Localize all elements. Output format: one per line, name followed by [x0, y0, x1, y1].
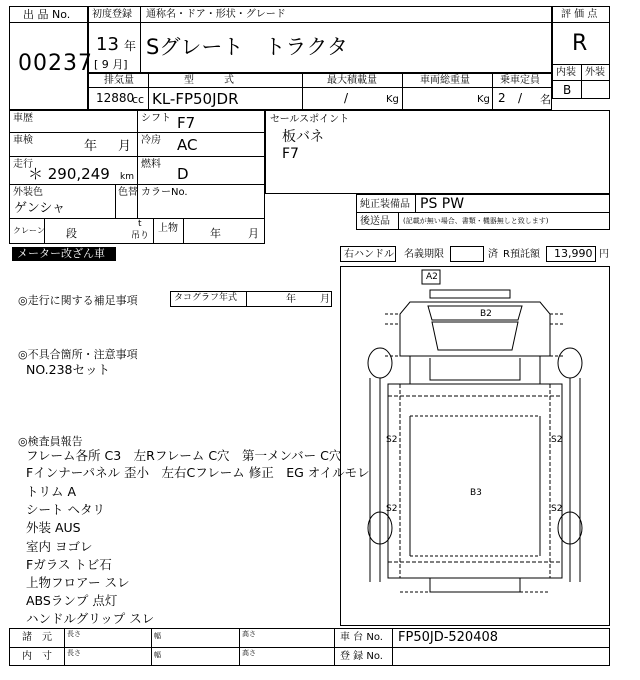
inspection-month-unit: 月: [118, 139, 132, 154]
defects-label: ◎不具合箇所・注意事項: [18, 348, 138, 361]
inspector-line: ABSランプ 点灯: [26, 593, 118, 608]
capacity-label: 乗車定員: [500, 75, 540, 86]
model-code: KL-FP50JDR: [152, 90, 239, 108]
aircon-value: AC: [177, 136, 198, 154]
tacho-year-unit: 年: [286, 294, 296, 305]
selling-point-2: F7: [282, 146, 299, 162]
length-label-2: 長さ: [67, 649, 81, 657]
inspector-label: ◎検査員報告: [18, 435, 83, 448]
fuel-value: D: [177, 165, 189, 183]
capacity-unit: 名: [540, 93, 551, 106]
grade-text: Sグレート トラクタ: [146, 35, 348, 59]
inspection-year-unit: 年: [84, 139, 98, 154]
inspector-line: Fインナーパネル 歪小 左右Cフレーム 修正 EG オイルモレ: [26, 465, 370, 480]
damage-label-b2: B2: [480, 309, 492, 319]
inspector-line: 外装 AUS: [26, 520, 81, 535]
recycle-deposit-label: R預託額: [503, 249, 540, 260]
max-load-label: 最大積載量: [327, 75, 377, 86]
inspection-label: 車検: [13, 135, 33, 146]
rating-label: 評 価 点: [561, 9, 598, 20]
type-label: 型 式: [184, 75, 234, 86]
inspector-line: Fガラス トビ石: [26, 557, 112, 572]
history-label: 車歴: [13, 113, 33, 124]
chassis-label: 車 台 No.: [340, 632, 383, 643]
interior-label: 内装: [556, 67, 576, 78]
displacement-unit: cc: [132, 93, 145, 106]
interior-dims-label: 内 寸: [22, 651, 52, 662]
shift-label: シフト: [141, 113, 171, 124]
displacement-value: 12880: [96, 91, 135, 105]
meter-tampered-text: メーター改ざん車: [17, 247, 105, 260]
width-label-2: 幅: [154, 651, 161, 659]
inspector-line: 室内 ヨゴレ: [26, 539, 93, 554]
recycle-label: 済: [488, 249, 498, 260]
selling-point-1: 板バネ: [282, 129, 324, 145]
height-label: 高さ: [242, 630, 256, 638]
fuel-label: 燃料: [141, 159, 161, 170]
color-change-label: 色替: [118, 187, 138, 198]
mileage-label: 走行: [13, 159, 33, 170]
length-label: 長さ: [67, 630, 81, 638]
inspector-line: ハンドルグリップ スレ: [26, 611, 155, 626]
reg-year: 13: [96, 34, 119, 55]
registration-label: 登 録 No.: [340, 651, 383, 662]
aftermarket-note: (記載が無い場合、書類・機器無しと致します): [403, 217, 549, 225]
width-label: 幅: [154, 632, 161, 640]
lot-number: 00237: [18, 51, 93, 76]
gross-weight-unit: Kg: [477, 94, 490, 105]
inspector-line: フレーム各所 C3 左Rフレーム C穴 第一メンバー C穴: [26, 448, 342, 463]
capacity-value: 2: [498, 91, 506, 105]
reg-year-unit: 年: [124, 39, 137, 53]
equipment-value: PS PW: [420, 196, 465, 212]
inspector-line: シート ヘタリ: [26, 502, 105, 517]
chassis-number: FP50JD-520408: [398, 630, 499, 645]
equipment-label: 純正装備品: [360, 199, 410, 210]
reg-month: [ 9 月]: [94, 58, 128, 71]
damage-label-b3: B3: [470, 488, 482, 498]
aftermarket-label: 後送品: [360, 216, 390, 227]
interior-value: B: [563, 83, 572, 97]
damage-label-s2-left-front: S2: [386, 435, 398, 445]
right-hand-label: 右ハンドル: [344, 249, 394, 260]
tacho-month-unit: 月: [320, 294, 330, 305]
upper-month-unit: 月: [248, 227, 259, 240]
color-code-label: カラーNo.: [141, 187, 188, 198]
truck-diagram: [340, 266, 610, 626]
exterior-label: 外装: [585, 67, 605, 78]
tacho-label: タコグラフ年式: [174, 293, 238, 303]
lot-label: 出 品 No.: [23, 8, 71, 21]
upper-year-unit: 年: [210, 227, 221, 240]
mileage-value: ＊ 290,249: [28, 165, 110, 183]
name-change-label: 名義期限: [404, 249, 444, 260]
damage-label-s2-right-front: S2: [551, 435, 563, 445]
crane-stage-unit: 段: [66, 227, 77, 240]
crane-ton-unit: t: [138, 219, 142, 229]
name-change-box: [450, 246, 484, 262]
crane-lift-label: 吊り: [131, 231, 150, 241]
mileage-unit: km: [120, 172, 134, 182]
damage-label-s2-left-rear: S2: [386, 504, 398, 514]
model-desc-label: 通称名・ドア・形状・グレード: [146, 9, 286, 20]
inspector-line: トリム A: [26, 484, 77, 499]
capacity-slash: /: [518, 91, 523, 105]
height-label-2: 高さ: [242, 649, 256, 657]
defect-item: NO.238セット: [26, 362, 111, 377]
inspector-line: 上物フロアー スレ: [26, 575, 130, 590]
crane-label: クレーン: [13, 226, 45, 235]
recycle-unit: 円: [599, 249, 609, 260]
selling-points-label: セールスポイント: [270, 114, 350, 125]
displacement-label: 排気量: [104, 75, 134, 86]
recycle-amount: 13,990: [554, 247, 593, 260]
color-label: 外装色: [13, 187, 43, 198]
shift-value: F7: [177, 114, 196, 132]
dims-label: 諸 元: [22, 632, 52, 643]
aircon-label: 冷房: [141, 135, 161, 146]
max-load-value: /: [344, 91, 349, 105]
upper-label: 上物: [158, 223, 178, 234]
damage-label-s2-right-rear: S2: [551, 504, 563, 514]
max-load-unit: Kg: [386, 94, 399, 105]
driving-notes-label: ◎走行に関する補足事項: [18, 294, 138, 307]
first-reg-label: 初度登録: [92, 9, 132, 20]
damage-label-a2: A2: [426, 272, 438, 282]
rating-value: R: [572, 31, 588, 56]
gross-weight-label: 車両総重量: [420, 75, 470, 86]
color-value: ゲンシャ: [14, 201, 66, 216]
